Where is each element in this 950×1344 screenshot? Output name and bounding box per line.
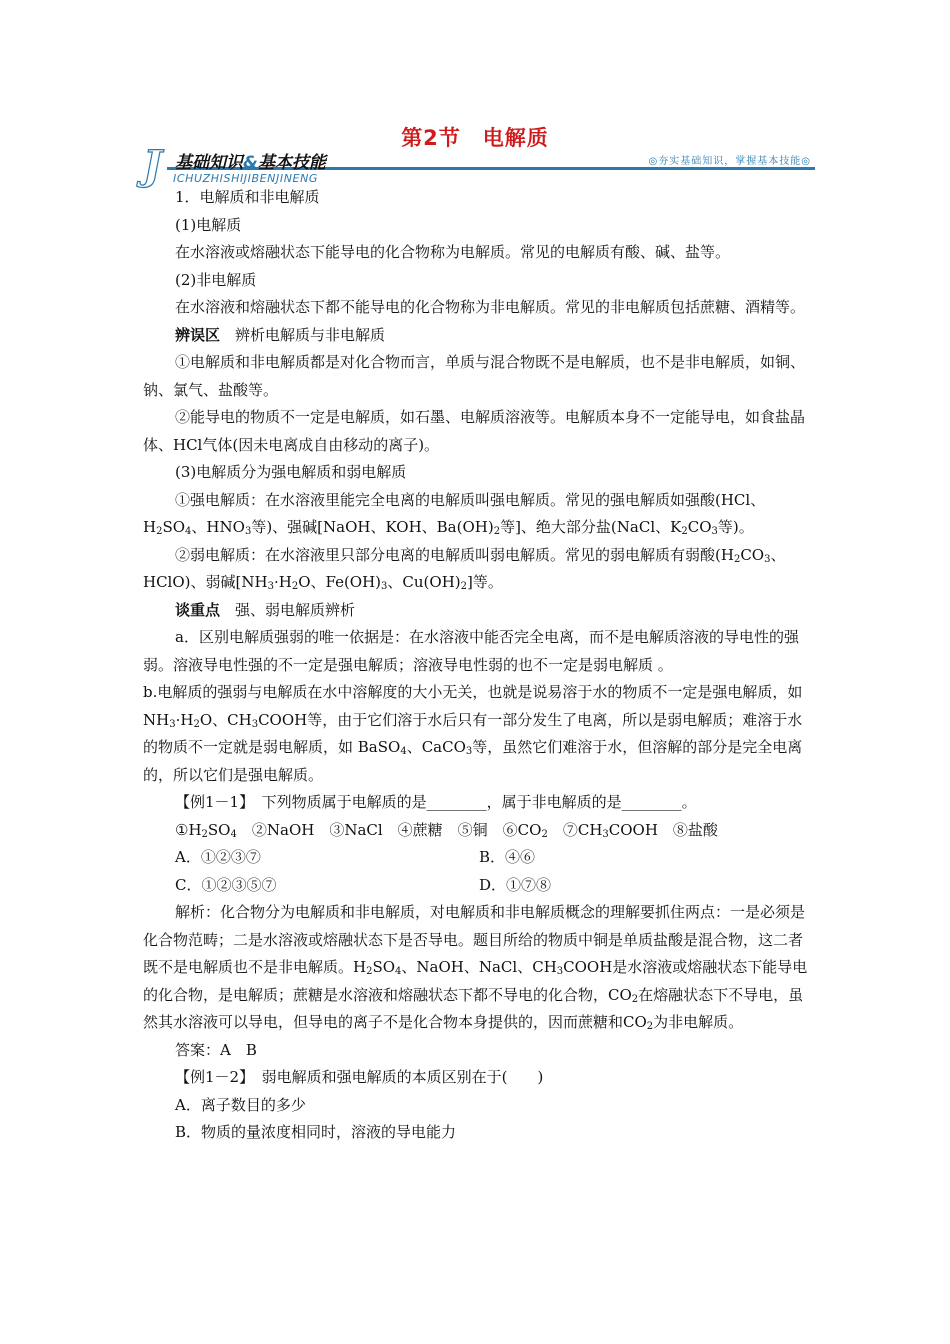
paragraph-nonelectrolyte: 在水溶液和熔融状态下都不能导电的化合物称为非电解质。常见的非电解质包括蔗糖、酒精等。 xyxy=(175,298,806,316)
document-body xyxy=(143,184,815,1147)
banner-letter-logo: J xyxy=(143,142,162,189)
option-c: C．①②③⑤⑦ xyxy=(175,875,277,894)
example-1-items: $①H_2SO_4$ ②NaOH ③NaCl ④蔗糖 ⑤铜 $⑥CO_2$ $⑦CH_3COOH$ ⑧盐酸 xyxy=(175,820,718,840)
banner-pinyin: ICHUZHISHIJIBENJINENG xyxy=(173,172,319,185)
tanzhong-point-b: b.电解质的强弱与电解质在水中溶解度的大小无关，也就是说易溶于水的物质不一定是强电解质，如$NH_3\cdot H_2O$、$CH_3COOH$等，由于它们溶于水后只有一部分发生了电离，所以是弱电解质；难溶于水的物质不一定就是弱电解质，如 BaSO$_4$、CaCO$_3$等，虽然它们难溶于水，但溶解的部分是完全电离的，所以它们是强电解质。 xyxy=(143,683,803,784)
bianwu-item-2: ②能导电的物质不一定是电解质，如石墨、电解质溶液等。电解质本身不一定能导电，如食盐晶体、HCl气体(因未电离成自由移动的离子)。 xyxy=(143,408,806,454)
subheading-nonelectrolyte: (2)非电解质 xyxy=(175,270,257,289)
bianwu-item-1: ①电解质和非电解质都是对化合物而言，单质与混合物既不是电解质，也不是非电解质，如铜、钠、氯气、盐酸等。 xyxy=(143,353,806,399)
option-d: D．①⑦⑧ xyxy=(479,875,552,894)
tanzhong-heading xyxy=(143,597,815,625)
example-1-analysis: 解析：化合物分为电解质和非电解质，对电解质和非电解质概念的理解要抓住两点：一是必须是化合物范畴；二是水溶液或熔融状态下是否导电。题目所给的物质中铜是单质盐酸是混合物，这二者既不是电解质也不是非电解质。$H_2SO_4$、NaOH、NaCl、$CH_3COOH$是水溶液或熔融状态下能导电的化合物，是电解质；蔗糖是水溶液和熔融状态下都不导电的化合物，$CO_2$在熔融状态下不导电，虽然其水溶液可以导电，但导电的离子不是化合物本身提供的，因而蔗糖和$CO_2$为非电解质。 xyxy=(143,903,808,1032)
banner-separator: & xyxy=(243,153,258,173)
example-2-label: 【例1－2】 xyxy=(175,1068,247,1086)
subheading-electrolyte: (1)电解质 xyxy=(175,215,242,234)
subheading-strong-weak: (3)电解质分为强电解质和弱电解质 xyxy=(175,463,407,481)
example-1-label: 【例1－1】 xyxy=(175,793,247,811)
example-1-answer: 答案：A B xyxy=(175,1040,257,1059)
bianwu-title: 辨析电解质与非电解质 xyxy=(235,325,386,344)
banner-title xyxy=(175,148,326,173)
paragraph-electrolyte: 在水溶液或熔融状态下能导电的化合物称为电解质。常见的电解质有酸、碱、盐等。 xyxy=(175,243,731,261)
option-a: A．①②③⑦ xyxy=(175,848,261,866)
section-banner xyxy=(143,142,815,189)
bianwu-heading xyxy=(143,322,815,350)
tanzhong-title: 强、弱电解质辨析 xyxy=(235,600,356,619)
paragraph-weak-electrolyte: ②弱电解质：在水溶液里只部分电离的电解质叫弱电解质。常见的弱电解质有弱酸($H_2CO_3$、HClO)、弱碱[$NH_3\cdot H_2O$、$Fe(OH)_3$、$Cu(OH)_2$]等。 xyxy=(143,545,786,592)
tanzhong-label: 谈重点 xyxy=(175,600,221,619)
example-2-question: 【例1－2】 弱电解质和强电解质的本质区别在于( ) xyxy=(175,1068,544,1086)
option-b: B．④⑥ xyxy=(479,848,536,866)
example-2-option-b: B．物质的量浓度相同时，溶液的导电能力 xyxy=(175,1123,457,1141)
page-title: 第2节 电解质 xyxy=(401,126,549,150)
paragraph-strong-electrolyte: ①强电解质：在水溶液里能完全电离的电解质叫强电解质。常见的强电解质如强酸(HCl、$H_2SO_4$、$HNO_3$等)、强碱[NaOH、KOH、$Ba(OH)_2$等]、绝大部分盐(NaCl、$K_2CO_3$等)。 xyxy=(143,490,766,537)
example-1-options-row-2 xyxy=(143,872,815,900)
section-heading: 1．电解质和非电解质 xyxy=(175,188,320,206)
banner-title-part-a: 基础知识 xyxy=(175,153,243,173)
example-1-question: 【例1－1】 下列物质属于电解质的是________，属于非电解质的是________。 xyxy=(175,793,697,811)
banner-slogan: ◎夯实基础知识，掌握基本技能◎ xyxy=(648,156,811,167)
tanzhong-point-a: a．区别电解质强弱的唯一依据是：在水溶液中能否完全电离，而不是电解质溶液的导电性的强弱。溶液导电性强的不一定是强电解质；溶液导电性弱的也不一定是弱电解质 。 xyxy=(143,628,799,674)
example-2-option-a: A．离子数目的多少 xyxy=(175,1095,306,1114)
bianwu-label: 辨误区 xyxy=(175,325,221,344)
example-1-options-row-1 xyxy=(143,844,815,872)
banner-title-part-b: 基本技能 xyxy=(257,153,326,173)
